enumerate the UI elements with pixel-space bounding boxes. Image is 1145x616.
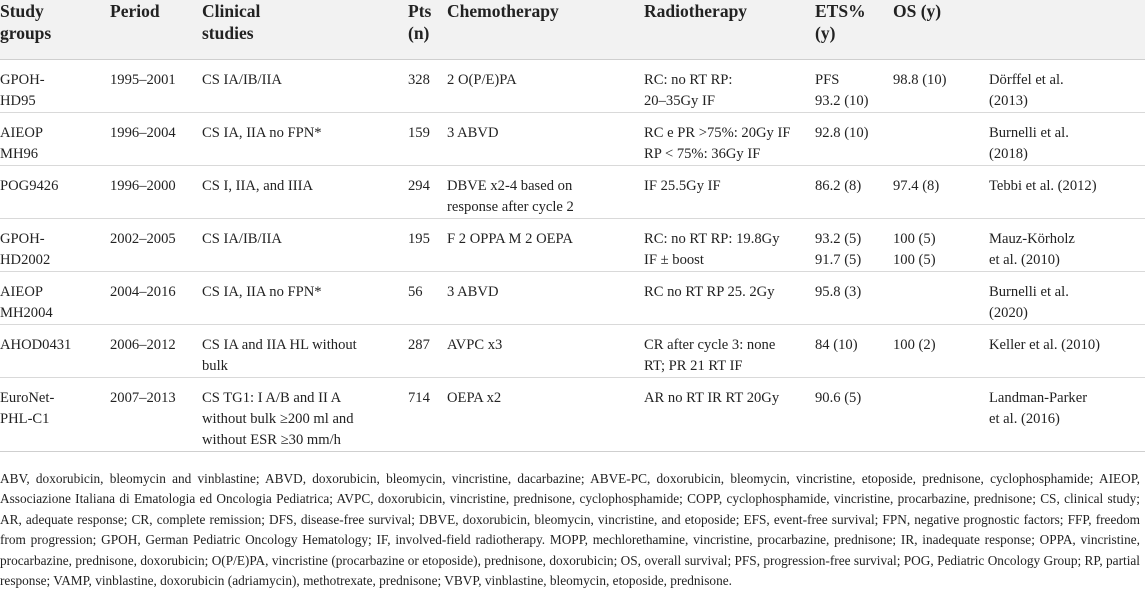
chemotherapy-cell-line: AVPC x3 — [447, 336, 503, 353]
ets-cell-line: PFS — [815, 71, 840, 88]
chemotherapy-cell — [447, 112, 644, 165]
chemotherapy-cell-line: 2 O(P/E)PA — [447, 71, 517, 88]
reference-cell-line: Landman-Parker — [989, 389, 1088, 406]
radiotherapy-cell-line: AR no RT IR RT 20Gy — [644, 389, 780, 406]
clinical-studies-cell-line: CS IA/IB/IIA — [202, 230, 282, 247]
clinical-studies-cell-line: without ESR ≥30 mm/h — [202, 431, 341, 448]
chemotherapy-cell-line: response after cycle 2 — [447, 198, 574, 215]
clinical-studies-cell — [202, 271, 408, 324]
clinical-studies-cell-line: bulk — [202, 357, 228, 374]
study-group-cell-line: GPOH- — [0, 230, 45, 247]
column-header — [893, 0, 989, 59]
reference-cell — [989, 271, 1145, 324]
period-cell: 2002–2005 — [110, 218, 202, 271]
ets-cell — [815, 324, 893, 377]
ets-cell-line: 86.2 (8) — [815, 177, 862, 194]
reference-cell — [989, 112, 1145, 165]
column-header-line: (y) — [815, 23, 836, 43]
reference-cell-line: et al. (2016) — [989, 410, 1060, 427]
period-cell: 2007–2013 — [110, 377, 202, 451]
column-header-line: OS (y) — [893, 1, 942, 21]
radiotherapy-cell-line: IF ± boost — [644, 251, 704, 268]
ets-cell-line: 91.7 (5) — [815, 251, 862, 268]
os-cell — [893, 377, 989, 451]
os-cell — [893, 165, 989, 218]
reference-cell-line: (2018) — [989, 145, 1028, 162]
study-group-cell-line: EuroNet- — [0, 389, 55, 406]
radiotherapy-cell — [644, 377, 815, 451]
radiotherapy-cell-line: RC: no RT RP: 19.8Gy — [644, 230, 780, 247]
radiotherapy-cell-line: RT; PR 21 RT IF — [644, 357, 743, 374]
table-header-row — [0, 0, 1145, 59]
os-cell-line: 98.8 (10) — [893, 71, 947, 88]
column-header-line: studies — [202, 23, 254, 43]
study-group-cell — [0, 112, 110, 165]
radiotherapy-cell — [644, 324, 815, 377]
table-body — [0, 59, 1145, 451]
column-header-line: (n) — [408, 23, 430, 43]
clinical-studies-cell — [202, 324, 408, 377]
study-group-cell — [0, 59, 110, 112]
chemotherapy-cell — [447, 324, 644, 377]
patients-cell: 195 — [408, 218, 447, 271]
reference-cell — [989, 59, 1145, 112]
study-group-cell-line: GPOH- — [0, 71, 45, 88]
ets-cell — [815, 112, 893, 165]
column-header — [989, 0, 1145, 59]
period-cell: 1995–2001 — [110, 59, 202, 112]
os-cell — [893, 324, 989, 377]
clinical-studies-cell-line: CS IA and IIA HL without — [202, 336, 357, 353]
ets-cell-line: 95.8 (3) — [815, 283, 862, 300]
os-cell — [893, 271, 989, 324]
study-group-cell — [0, 165, 110, 218]
study-group-cell-line: HD95 — [0, 92, 36, 109]
column-header-line: Study — [0, 1, 44, 21]
study-group-cell — [0, 218, 110, 271]
os-cell — [893, 59, 989, 112]
chemotherapy-cell-line: OEPA x2 — [447, 389, 502, 406]
reference-cell — [989, 377, 1145, 451]
reference-cell-line: Burnelli et al. — [989, 283, 1069, 300]
study-group-cell — [0, 377, 110, 451]
ets-cell-line: 93.2 (10) — [815, 92, 869, 109]
period-cell: 2004–2016 — [110, 271, 202, 324]
chemotherapy-cell — [447, 59, 644, 112]
period-cell: 2006–2012 — [110, 324, 202, 377]
radiotherapy-cell — [644, 218, 815, 271]
clinical-studies-cell-line: CS I, IIA, and IIIA — [202, 177, 314, 194]
clinical-studies-cell — [202, 165, 408, 218]
table-row — [0, 324, 1145, 377]
reference-cell-line: Dörffel et al. — [989, 71, 1064, 88]
ets-cell-line: 93.2 (5) — [815, 230, 862, 247]
chemotherapy-cell — [447, 271, 644, 324]
chemotherapy-cell-line: DBVE x2-4 based on — [447, 177, 573, 194]
column-header — [408, 0, 447, 59]
patients-cell: 159 — [408, 112, 447, 165]
radiotherapy-cell-line: RC: no RT RP: — [644, 71, 733, 88]
reference-cell-line: Tebbi et al. (2012) — [989, 177, 1097, 194]
os-cell — [893, 218, 989, 271]
radiotherapy-cell-line: IF 25.5Gy IF — [644, 177, 721, 194]
ets-cell — [815, 377, 893, 451]
column-header-line: Period — [110, 1, 160, 21]
study-group-cell-line: MH2004 — [0, 304, 53, 321]
reference-cell — [989, 165, 1145, 218]
table-row — [0, 377, 1145, 451]
reference-cell-line: et al. (2010) — [989, 251, 1060, 268]
radiotherapy-cell-line: 20–35Gy IF — [644, 92, 715, 109]
column-header-line: Pts — [408, 1, 432, 21]
clinical-studies-cell — [202, 59, 408, 112]
patients-cell: 714 — [408, 377, 447, 451]
table-row — [0, 165, 1145, 218]
column-header-line: Chemotherapy — [447, 1, 559, 21]
ets-cell — [815, 59, 893, 112]
os-cell-line: 100 (5) — [893, 251, 936, 268]
study-group-cell-line: AIEOP — [0, 124, 43, 141]
column-header — [110, 0, 202, 59]
os-cell-line: 100 (5) — [893, 230, 936, 247]
reference-cell-line: (2020) — [989, 304, 1028, 321]
table-footnote: ABV, doxorubicin, bleomycin and vinblastine; ABVD, doxorubicin, bleomycin, vincristine, dacarbazine; ABVE-PC, doxorubicin, bleomycin, vincristine, etoposide, prednisone, cyclophosphamide; AIEOP, Associazione Italiana di Ematologia ed Oncologia Pediatrica; AVPC, doxorubicin, vincristine, prednisone, cyclophosphamide; COPP, cyclophosphamide, vincristine, procarbazine, prednisone; CS, clinical study; AR, adequate response; CR, complete remission; DFS, disease-free survival; DBVE, doxorubicin, bleomycin, vincristine, and etoposide; EFS, event-free survival; FPN, negative prognostic factors; FFP, freedom from progression; GPOH, German Pediatric Oncology Hematology; IF, involved-field radiotherapy. MOPP, mechlorethamine, vincristine, procarbazine, prednisone; IR, inadequate response; OPPA, vincristine, procarbazine, prednisone, doxorubicin; O(P/E)PA, vincristine (procarbazine or etoposide), prednisone, doxorubicin; OS, overall survival; PFS, progression-free survival; POG, Pediatric Oncology Group; RP, partial response; VAMP, vinblastine, doxorubicin (adriamycin), methotrexate, prednisone; VBVP, vinblastine, bleomycin, etoposide, prednisone. — [0, 471, 1140, 589]
ets-cell-line: 90.6 (5) — [815, 389, 862, 406]
radiotherapy-cell — [644, 271, 815, 324]
reference-cell-line: (2013) — [989, 92, 1028, 109]
reference-cell — [989, 218, 1145, 271]
column-header — [447, 0, 644, 59]
clinical-studies-cell-line: CS IA, IIA no FPN* — [202, 124, 322, 141]
chemotherapy-cell-line: F 2 OPPA M 2 OEPA — [447, 230, 573, 247]
reference-cell-line: Burnelli et al. — [989, 124, 1069, 141]
study-group-cell-line: MH96 — [0, 145, 39, 162]
column-header-line: ETS% — [815, 1, 866, 21]
clinical-studies-cell-line: CS TG1: I A/B and II A — [202, 389, 342, 406]
clinical-studies-cell-line: without bulk ≥200 ml and — [202, 410, 354, 427]
ets-cell — [815, 271, 893, 324]
os-cell-line: 100 (2) — [893, 336, 936, 353]
ets-cell — [815, 165, 893, 218]
study-group-cell-line: HD2002 — [0, 251, 51, 268]
chemotherapy-cell — [447, 218, 644, 271]
os-cell-line: 97.4 (8) — [893, 177, 940, 194]
radiotherapy-cell — [644, 165, 815, 218]
ets-cell-line: 92.8 (10) — [815, 124, 869, 141]
table-row — [0, 271, 1145, 324]
radiotherapy-cell-line: CR after cycle 3: none — [644, 336, 776, 353]
radiotherapy-cell — [644, 112, 815, 165]
radiotherapy-cell-line: RC no RT RP 25. 2Gy — [644, 283, 775, 300]
chemotherapy-cell — [447, 165, 644, 218]
table-row — [0, 218, 1145, 271]
clinical-studies-cell — [202, 377, 408, 451]
clinical-studies-cell-line: CS IA, IIA no FPN* — [202, 283, 322, 300]
column-header-line: Clinical — [202, 1, 261, 21]
study-group-cell-line: AHOD0431 — [0, 336, 72, 353]
reference-cell — [989, 324, 1145, 377]
radiotherapy-cell — [644, 59, 815, 112]
clinical-studies-cell — [202, 112, 408, 165]
clinical-studies-cell — [202, 218, 408, 271]
patients-cell: 56 — [408, 271, 447, 324]
patients-cell: 294 — [408, 165, 447, 218]
study-group-cell — [0, 271, 110, 324]
reference-cell-line: Keller et al. (2010) — [989, 336, 1101, 353]
radiotherapy-cell-line: RP < 75%: 36Gy IF — [644, 145, 761, 162]
column-header — [815, 0, 893, 59]
table-row — [0, 59, 1145, 112]
column-header-line: groups — [0, 23, 52, 43]
radiotherapy-cell-line: RC e PR >75%: 20Gy IF — [644, 124, 791, 141]
patients-cell: 328 — [408, 59, 447, 112]
patients-cell: 287 — [408, 324, 447, 377]
study-group-cell-line: POG9426 — [0, 177, 59, 194]
study-group-cell — [0, 324, 110, 377]
chemotherapy-cell — [447, 377, 644, 451]
period-cell: 1996–2004 — [110, 112, 202, 165]
chemotherapy-cell-line: 3 ABVD — [447, 124, 499, 141]
study-group-cell-line: PHL-C1 — [0, 410, 50, 427]
column-header — [0, 0, 110, 59]
column-header — [644, 0, 815, 59]
column-header-line: Radiotherapy — [644, 1, 748, 21]
ets-cell — [815, 218, 893, 271]
reference-cell-line: Mauz-Körholz — [989, 230, 1075, 247]
ets-cell-line: 84 (10) — [815, 336, 858, 353]
study-group-cell-line: AIEOP — [0, 283, 43, 300]
clinical-studies-cell-line: CS IA/IB/IIA — [202, 71, 282, 88]
chemotherapy-cell-line: 3 ABVD — [447, 283, 499, 300]
table-row — [0, 112, 1145, 165]
period-cell: 1996–2000 — [110, 165, 202, 218]
os-cell — [893, 112, 989, 165]
column-header — [202, 0, 408, 59]
